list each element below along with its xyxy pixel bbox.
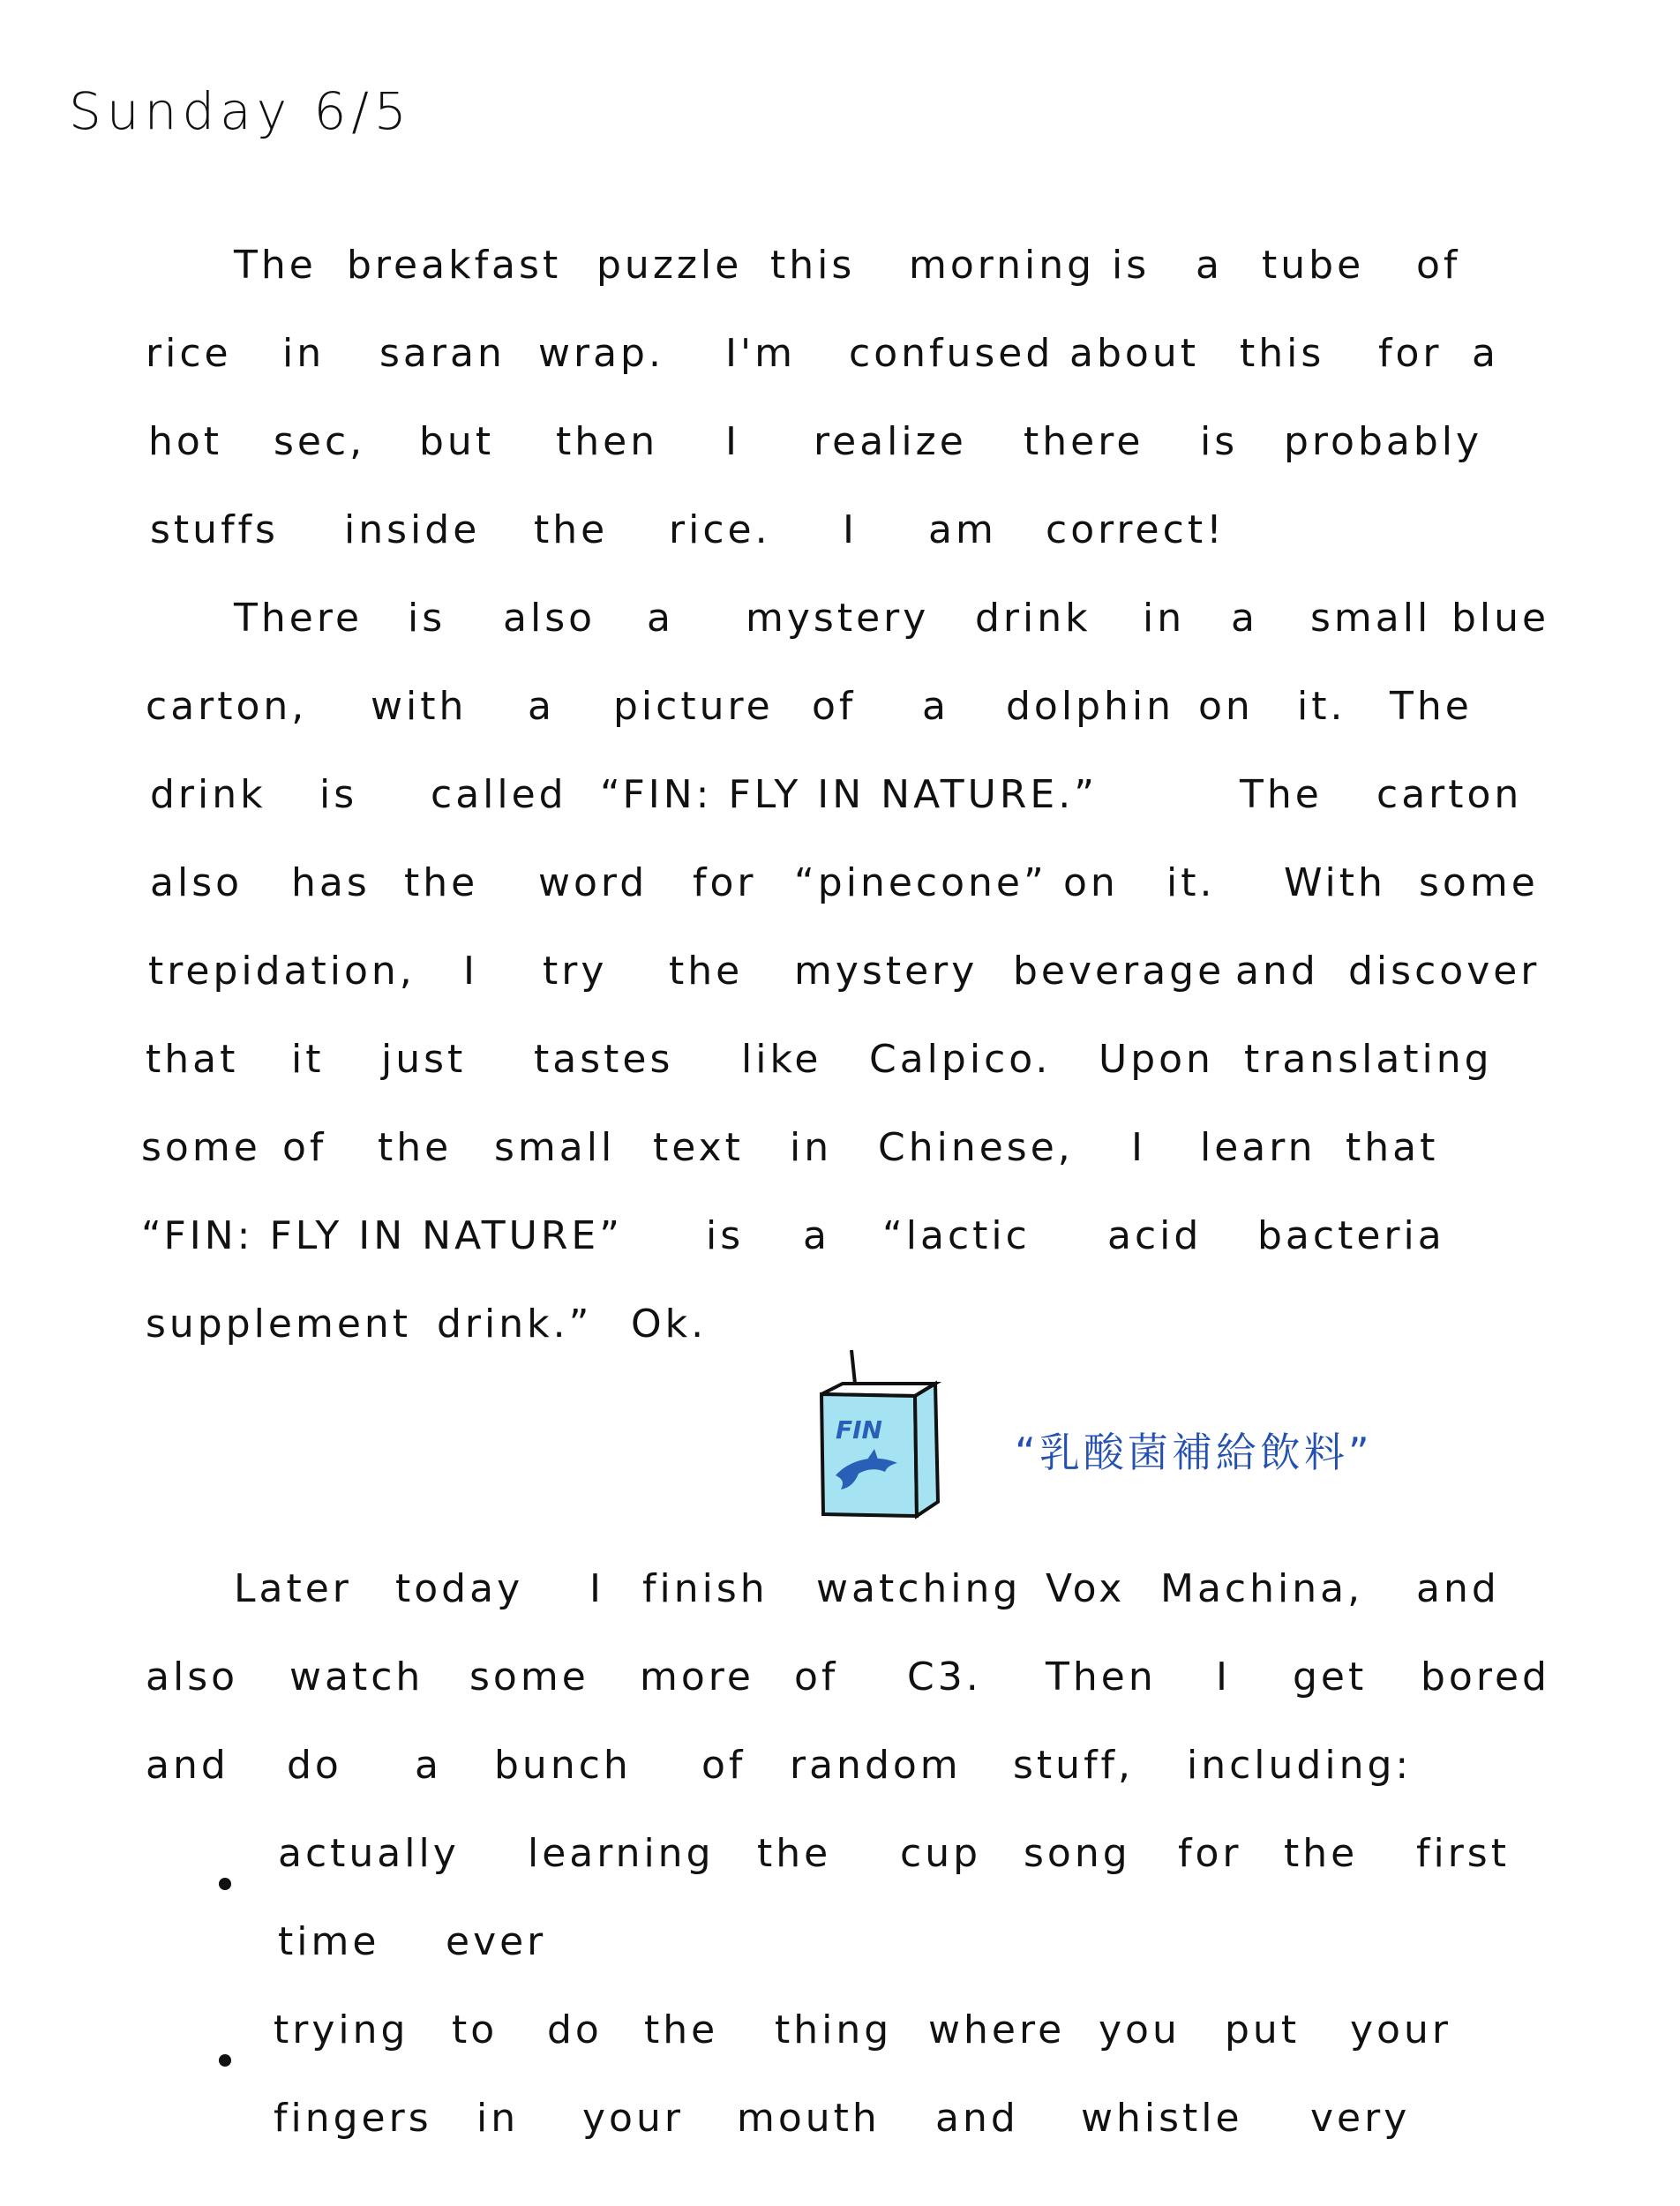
word: text — [653, 1125, 744, 1170]
word: then — [556, 419, 659, 464]
word: this — [1240, 331, 1325, 376]
word: C3. — [907, 1654, 982, 1700]
word: is — [1200, 419, 1239, 464]
word: cup — [900, 1831, 982, 1876]
word: including: — [1187, 1743, 1413, 1788]
word: small — [1310, 596, 1432, 641]
word: carton, — [146, 684, 308, 729]
word: drink — [150, 772, 266, 817]
word: on — [1198, 684, 1254, 729]
word: translating — [1244, 1037, 1493, 1082]
word: whistle — [1081, 2096, 1243, 2141]
word: dolphin — [1006, 684, 1175, 729]
word: saran — [379, 331, 506, 376]
word: morning — [909, 243, 1096, 288]
text-line — [0, 1213, 1680, 1302]
word: that — [146, 1037, 239, 1082]
word: probably — [1284, 419, 1483, 464]
word: word — [538, 860, 649, 905]
word: in — [282, 331, 326, 376]
word: get — [1293, 1654, 1368, 1700]
word: acid — [1107, 1213, 1203, 1258]
text-line — [0, 1125, 1680, 1213]
word: also — [150, 860, 244, 905]
word: inside — [344, 507, 481, 552]
word: blue — [1451, 596, 1550, 641]
word: bunch — [494, 1743, 632, 1788]
word: learn — [1200, 1125, 1316, 1170]
word: am — [928, 507, 997, 552]
word: Chinese, — [878, 1125, 1074, 1170]
word: a — [803, 1213, 830, 1258]
word: trying — [274, 2007, 409, 2052]
word: stuffs — [150, 507, 279, 552]
word: for — [693, 860, 757, 905]
text-line — [0, 2007, 1680, 2096]
text-line — [0, 1654, 1680, 1743]
bullet-dot — [219, 2054, 231, 2067]
word: a — [1196, 243, 1223, 288]
word: a — [415, 1743, 442, 1788]
word: your — [1350, 2007, 1451, 2052]
word: today — [395, 1566, 524, 1611]
word: Machina, — [1160, 1566, 1364, 1611]
word: the — [669, 949, 744, 994]
word: a — [922, 684, 949, 729]
word: Calpico. — [869, 1037, 1052, 1082]
word: puzzle — [596, 243, 743, 288]
word: I — [1216, 1654, 1231, 1700]
word: discover — [1348, 949, 1541, 994]
word: and — [935, 2096, 1019, 2141]
word: the — [757, 1831, 832, 1876]
word: finish — [642, 1566, 769, 1611]
word: is — [1112, 243, 1151, 288]
word: tastes — [534, 1037, 674, 1082]
text-line — [0, 596, 1680, 684]
word: “pinecone” — [794, 860, 1047, 905]
text-line — [0, 2096, 1680, 2184]
word: stuff, — [1013, 1743, 1135, 1788]
word: also — [146, 1654, 239, 1700]
word: like — [741, 1037, 822, 1082]
word: and — [1235, 949, 1319, 994]
word: rice. — [669, 507, 771, 552]
word: With — [1284, 860, 1386, 905]
word: The — [234, 243, 317, 288]
word: I — [843, 507, 858, 552]
word: of — [1416, 243, 1461, 288]
word: is — [408, 596, 446, 641]
word: The — [1240, 772, 1323, 817]
word: on — [1063, 860, 1119, 905]
word: for — [1178, 1831, 1242, 1876]
word: learning — [528, 1831, 715, 1876]
word: fingers — [274, 2096, 432, 2141]
text-line — [0, 949, 1680, 1037]
word: “FIN: FLY IN NATURE.” — [600, 772, 1099, 817]
word: Vox — [1046, 1566, 1126, 1611]
word: of — [812, 684, 857, 729]
word: There — [234, 596, 364, 641]
carton-label: FIN — [836, 1415, 882, 1444]
word: carton — [1376, 772, 1523, 817]
word: ever — [446, 1919, 547, 1964]
word: song — [1024, 1831, 1131, 1876]
word: mystery — [794, 949, 979, 994]
text-line — [0, 1566, 1680, 1654]
text-line — [0, 1831, 1680, 1919]
word: the — [644, 2007, 719, 2052]
word: drink — [975, 596, 1091, 641]
word: a — [647, 596, 674, 641]
word: bacteria — [1257, 1213, 1445, 1258]
word: do — [547, 2007, 603, 2052]
word: that — [1346, 1125, 1439, 1170]
word: the — [534, 507, 609, 552]
word: realize — [814, 419, 967, 464]
word: sec, — [274, 419, 366, 464]
word: but — [419, 419, 495, 464]
word: do — [287, 1743, 342, 1788]
word: just — [381, 1037, 467, 1082]
word: actually — [278, 1831, 460, 1876]
word: a — [1472, 331, 1499, 376]
text-line — [0, 684, 1680, 772]
word: random — [790, 1743, 962, 1788]
word: you — [1099, 2007, 1181, 2052]
word: it — [291, 1037, 325, 1082]
word: supplement — [146, 1302, 412, 1347]
text-line — [0, 507, 1680, 596]
word: of — [282, 1125, 327, 1170]
word: very — [1310, 2096, 1411, 2141]
word: for — [1378, 331, 1443, 376]
word: mystery — [746, 596, 930, 641]
word: Ok. — [631, 1302, 708, 1347]
word: small — [494, 1125, 616, 1170]
word: of — [794, 1654, 839, 1700]
word: of — [701, 1743, 746, 1788]
word: in — [790, 1125, 833, 1170]
word: some — [1419, 860, 1539, 905]
word: “FIN: FLY IN NATURE” — [141, 1213, 624, 1258]
word: more — [640, 1654, 754, 1700]
word: the — [1284, 1831, 1359, 1876]
word: beverage — [1013, 949, 1226, 994]
word: thing — [775, 2007, 893, 2052]
drink-carton-drawing — [816, 1350, 949, 1522]
word: I — [463, 949, 478, 994]
word: I'm — [725, 331, 796, 376]
word: confused — [849, 331, 1054, 376]
word: is — [706, 1213, 745, 1258]
chinese-note: “乳酸菌補給飲料” — [1015, 1429, 1373, 1476]
text-line — [0, 860, 1680, 949]
word: this — [770, 243, 856, 288]
word: bored — [1421, 1654, 1550, 1700]
text-line — [0, 243, 1680, 331]
word: some — [141, 1125, 261, 1170]
word: the — [378, 1125, 453, 1170]
word: in — [1143, 596, 1186, 641]
text-line — [0, 1037, 1680, 1125]
word: drink.” — [437, 1302, 593, 1347]
text-line — [0, 772, 1680, 860]
word: has — [291, 860, 371, 905]
word: it. — [1166, 860, 1216, 905]
text-line — [0, 419, 1680, 507]
word: time — [278, 1919, 380, 1964]
word: also — [503, 596, 596, 641]
word: and — [1416, 1566, 1500, 1611]
word: rice — [146, 331, 232, 376]
word: “lactic — [882, 1213, 1031, 1258]
text-line — [0, 1919, 1680, 2007]
word: correct! — [1046, 507, 1226, 552]
word: put — [1225, 2007, 1301, 2052]
word: with — [371, 684, 468, 729]
word: trepidation, — [148, 949, 416, 994]
journal-date: Sunday 6/5 — [69, 81, 412, 141]
word: where — [928, 2007, 1066, 2052]
word: first — [1416, 1831, 1510, 1876]
word: in — [476, 2096, 520, 2141]
word: there — [1024, 419, 1144, 464]
word: Later — [234, 1566, 352, 1611]
word: to — [452, 2007, 499, 2052]
word: try — [543, 949, 608, 994]
word: about — [1069, 331, 1199, 376]
word: breakfast — [347, 243, 562, 288]
bullet-dot — [219, 1878, 231, 1890]
word: a — [528, 684, 555, 729]
word: I — [1131, 1125, 1146, 1170]
word: and — [146, 1743, 229, 1788]
word: a — [1231, 596, 1258, 641]
word: called — [431, 772, 567, 817]
word: is — [319, 772, 358, 817]
word: Then — [1046, 1654, 1157, 1700]
word: I — [725, 419, 740, 464]
word: watching — [816, 1566, 1022, 1611]
word: wrap. — [538, 331, 664, 376]
text-line — [0, 1743, 1680, 1831]
text-line — [0, 331, 1680, 419]
dolphin-carton-icon — [816, 1350, 949, 1522]
word: I — [589, 1566, 604, 1611]
word: watch — [289, 1654, 424, 1700]
word: The — [1390, 684, 1473, 729]
word: some — [469, 1654, 589, 1700]
word: mouth — [737, 2096, 881, 2141]
word: picture — [613, 684, 774, 729]
word: your — [582, 2096, 684, 2141]
word: the — [404, 860, 479, 905]
word: hot — [148, 419, 223, 464]
word: it. — [1297, 684, 1346, 729]
word: tube — [1262, 243, 1365, 288]
word: Upon — [1099, 1037, 1214, 1082]
